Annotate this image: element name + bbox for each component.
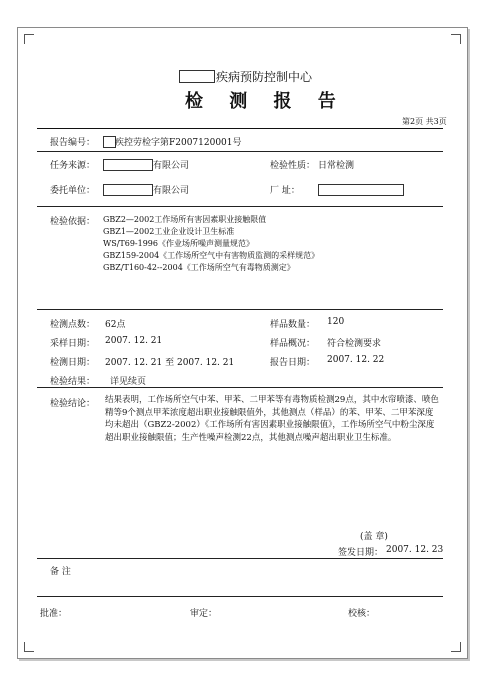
report-date-label: 报告日期： xyxy=(270,358,316,368)
points-value: 62点 xyxy=(105,320,126,330)
divider xyxy=(37,558,443,559)
crop-mark xyxy=(24,34,34,44)
divider xyxy=(37,206,443,207)
factory-label: 厂 址： xyxy=(270,186,300,196)
basis-item: GBZ2—2002工作场所有害因素职业接触限值 xyxy=(103,215,267,224)
basis-item: GBZ159-2004《工作场所空气中有害物质监测的采样规范》 xyxy=(103,251,320,260)
basis-item: GBZ/T160-42--2004《工作场所空气有毒物质测定》 xyxy=(103,263,295,272)
sample-overview-value: 符合检测要求 xyxy=(327,339,382,349)
review-label: 审定： xyxy=(190,609,218,619)
basis-item: WS/T69-1996《作业场所噪声测量规范》 xyxy=(103,239,254,248)
conclusion-text: 结果表明，工作场所空气中苯、甲苯、二甲苯等有毒物质检测29点，其中水帘喷漆、喷色精等9个测点甲苯浓度超出职业接触限值外，其他测点（样品）的苯、甲苯、二甲苯深度均未超出（GBZ2-2002）《工作场所有害因素职业接触限值》，工作场所空气中粉尘深度超出职业接触限值；生产性噪声检测22点，其他测点噪声超出职业卫生标准。 xyxy=(105,395,439,443)
client-value: 有限公司 xyxy=(153,186,190,196)
header-divider xyxy=(37,128,443,129)
crop-mark xyxy=(24,642,34,652)
divider xyxy=(37,151,443,152)
issue-date-label: 签发日期： xyxy=(338,548,384,558)
sampling-date-label: 采样日期： xyxy=(50,339,96,349)
result-label: 检验结果： xyxy=(50,377,96,387)
redacted-factory-address xyxy=(318,184,404,196)
report-no-label: 报告编号： xyxy=(50,138,96,148)
samples-label: 样品数量： xyxy=(270,320,316,330)
check-label: 校核： xyxy=(348,609,376,619)
divider xyxy=(37,309,443,310)
report-no-value: 疾控劳检字第F2007120001号 xyxy=(115,138,242,148)
inspection-type-label: 检验性质： xyxy=(270,161,316,171)
task-source-label: 任务来源： xyxy=(50,161,96,171)
redacted-client xyxy=(103,184,153,196)
redacted-task-source xyxy=(103,159,153,171)
crop-mark xyxy=(451,34,461,44)
page-title: 检 测 报 告 xyxy=(185,91,346,112)
divider xyxy=(37,387,443,388)
report-date-value: 2007. 12. 22 xyxy=(327,355,385,365)
inspection-type-value: 日常检测 xyxy=(318,161,355,171)
seal-placeholder: (盖 章) xyxy=(360,532,388,542)
remarks-label: 备 注 xyxy=(50,567,71,577)
page-indicator: 第2页 共3页 xyxy=(402,117,447,126)
issue-date-value: 2007. 12. 23 xyxy=(386,545,444,555)
points-label: 检测点数： xyxy=(50,320,96,330)
result-value: 详见续页 xyxy=(110,377,147,387)
test-date-label: 检测日期： xyxy=(50,358,96,368)
conclusion-label: 检验结论： xyxy=(50,399,96,409)
test-date-value: 2007. 12. 21 至 2007. 12. 21 xyxy=(105,358,235,368)
basis-label: 检验依据： xyxy=(50,217,96,227)
samples-value: 120 xyxy=(327,317,345,327)
divider xyxy=(37,596,443,597)
basis-item: GBZ1—2002工业企业设计卫生标准 xyxy=(103,227,235,236)
sampling-date-value: 2007. 12. 21 xyxy=(105,336,163,346)
redacted-org-name xyxy=(179,70,215,83)
approve-label: 批准： xyxy=(40,609,68,619)
task-source-value: 有限公司 xyxy=(153,161,190,171)
crop-mark xyxy=(451,642,461,652)
sample-overview-label: 样品概况： xyxy=(270,339,316,349)
org-name: 疾病预防控制中心 xyxy=(216,70,313,84)
client-label: 委托单位： xyxy=(50,186,96,196)
